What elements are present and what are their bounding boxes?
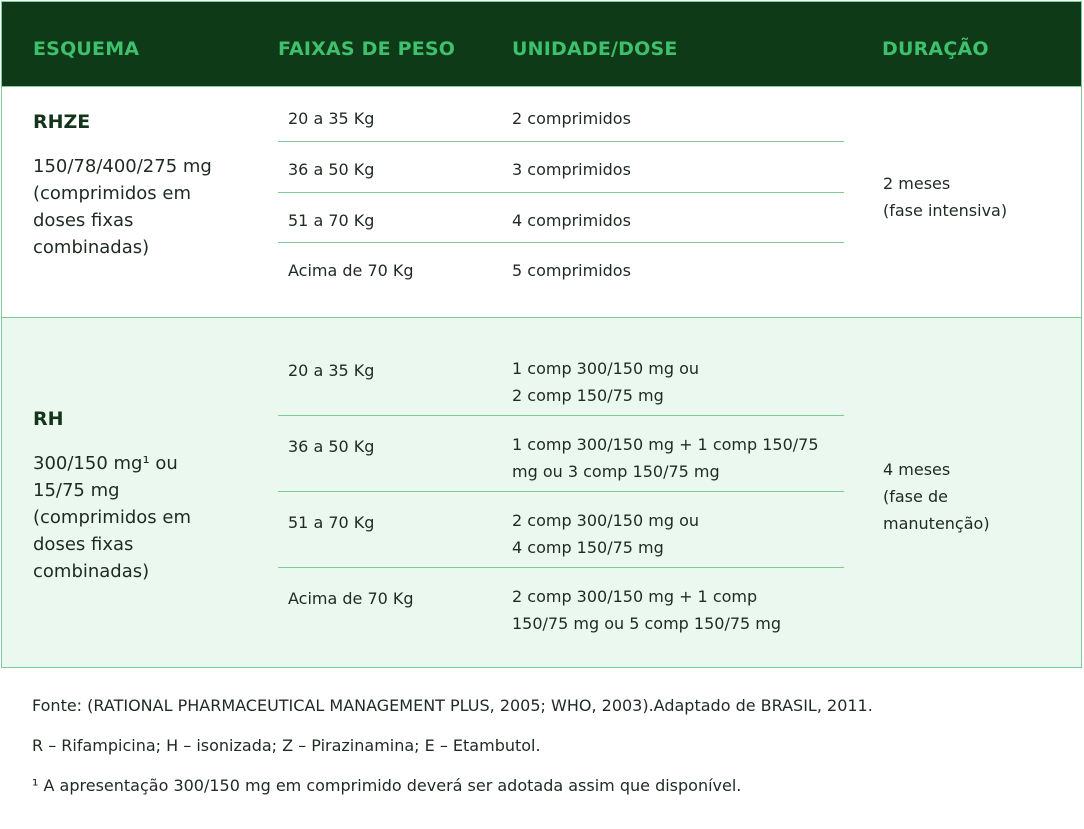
table-row [278,318,844,416]
dose-line: 2 comp 300/150 mg ou [512,511,699,530]
duration-rhze [883,170,1063,224]
table-row [278,492,844,568]
rh-rows [278,318,844,667]
scheme-title: RHZE [33,111,91,133]
scheme-rhze [33,111,253,261]
desc-line: doses fixas [33,534,134,555]
table-row [278,193,844,243]
duration-line: 2 meses [883,174,951,193]
weight-cell: 20 a 35 Kg [288,361,375,380]
scheme-rh [33,408,253,585]
dose-cell [512,583,844,637]
dose-line: 1 comp 300/150 mg + 1 comp 150/75 [512,435,819,454]
dose-cell: 5 comprimidos [512,261,631,280]
scheme-description [33,153,253,261]
dose-line: mg ou 3 comp 150/75 mg [512,462,720,481]
desc-line: 150/78/400/275 mg [33,156,212,177]
duration-rh [883,456,1063,537]
weight-cell: 36 a 50 Kg [288,437,375,456]
weight-cell: 51 a 70 Kg [288,513,375,532]
dose-cell: 4 comprimidos [512,211,631,230]
header-weight: FAIXAS DE PESO [278,38,456,60]
dose-cell: 3 comprimidos [512,160,631,179]
weight-cell: 51 a 70 Kg [288,211,375,230]
scheme-description [33,450,253,585]
table-notes [32,692,873,812]
dose-cell [512,507,844,561]
weight-cell: Acima de 70 Kg [288,261,414,280]
scheme-title: RH [33,408,64,430]
dose-cell [512,431,844,485]
desc-line: 15/75 mg [33,480,120,501]
desc-line: doses fixas [33,210,134,231]
desc-line: 300/150 mg¹ ou [33,453,178,474]
table-row [278,243,844,316]
header-duration: DURAÇÃO [882,38,989,60]
desc-line: combinadas) [33,237,150,258]
duration-line: manutenção) [883,514,990,533]
duration-line: 4 meses [883,460,951,479]
rhze-rows [278,87,844,316]
legend-note: R – Rifampicina; H – isonizada; Z – Pirazinamina; E – Etambutol. [32,736,541,755]
section-rhze [2,86,1081,317]
table-row [278,416,844,492]
table-row [278,87,844,142]
desc-line: combinadas) [33,561,150,582]
desc-line: (comprimidos em [33,507,191,528]
duration-line: (fase de [883,487,948,506]
table-row [278,142,844,193]
dose-line: 1 comp 300/150 mg ou [512,359,699,378]
weight-cell: Acima de 70 Kg [288,589,414,608]
header-dose: UNIDADE/DOSE [512,38,678,60]
weight-cell: 36 a 50 Kg [288,160,375,179]
footnote: ¹ A apresentação 300/150 mg em comprimido deverá ser adotada assim que disponível. [32,776,742,795]
dose-line: 2 comp 150/75 mg [512,386,664,405]
dose-line: 4 comp 150/75 mg [512,538,664,557]
dose-cell [512,355,844,409]
duration-line: (fase intensiva) [883,201,1008,220]
treatment-table [1,1,1082,668]
table-header [2,2,1081,86]
section-rh [2,317,1081,667]
source-note: Fonte: (RATIONAL PHARMACEUTICAL MANAGEMENT PLUS, 2005; WHO, 2003).Adaptado de BRASIL, 2011. [32,696,873,715]
dose-line: 150/75 mg ou 5 comp 150/75 mg [512,614,782,633]
table-row [278,568,844,667]
dose-cell: 2 comprimidos [512,109,631,128]
desc-line: (comprimidos em [33,183,191,204]
header-scheme: ESQUEMA [33,38,140,60]
weight-cell: 20 a 35 Kg [288,109,375,128]
dose-line: 2 comp 300/150 mg + 1 comp [512,587,758,606]
